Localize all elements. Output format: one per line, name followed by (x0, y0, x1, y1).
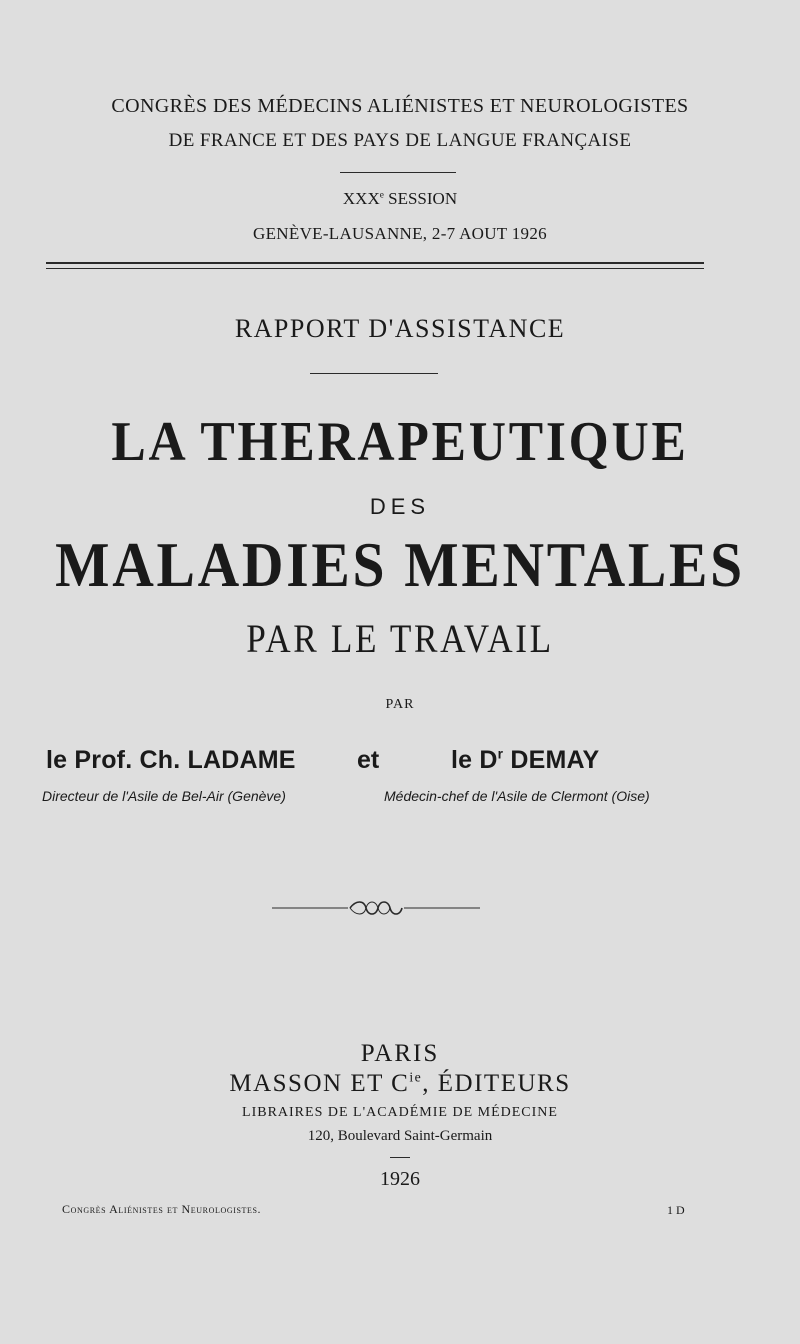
ornament-divider (270, 898, 482, 918)
signature-right: 1 D (667, 1203, 685, 1217)
signature-left: Congrès Aliénistes et Neurologistes. (62, 1202, 262, 1216)
publisher-name (0, 1070, 800, 1098)
title-line-2: DES (369, 494, 431, 519)
double-rule-lower (46, 268, 704, 269)
session-roman: XXX (342, 189, 380, 208)
publisher-name-a: MASSON ET C (229, 1070, 410, 1097)
author-2-sup: r (497, 746, 504, 762)
author-2-prefix: le D (451, 746, 498, 774)
title-line-1: LA THERAPEUTIQUE (111, 411, 689, 473)
congress-line-2: DE FRANCE ET DES PAYS DE LANGUE FRANÇAISE (168, 130, 632, 151)
session-label: SESSION (383, 189, 458, 208)
short-divider-middle (310, 373, 438, 374)
publication-year: 1926 (380, 1168, 420, 1190)
author-1-role: Directeur de l'Asile de Bel-Air (Genève) (42, 788, 286, 804)
author-2-name (451, 746, 599, 775)
session-number (0, 189, 800, 209)
congress-line-1: CONGRÈS DES MÉDECINS ALIÉNISTES ET NEUROLOGISTES (111, 95, 689, 117)
session-place-date: GENÈVE-LAUSANNE, 2-7 AOUT 1926 (253, 224, 547, 243)
author-2-role: Médecin-chef de l'Asile de Clermont (Oise) (384, 788, 650, 804)
publisher-address: 120, Boulevard Saint-Germain (307, 1128, 493, 1144)
publisher-city: PARIS (360, 1040, 440, 1067)
report-type: RAPPORT D'ASSISTANCE (234, 314, 566, 343)
short-divider-top (340, 172, 456, 173)
author-1-name: le Prof. Ch. LADAME (46, 746, 296, 774)
author-2-surname: DEMAY (503, 746, 600, 774)
author-conjunction: et (357, 746, 380, 774)
double-rule-upper (46, 262, 704, 264)
publisher-libraires: LIBRAIRES DE L'ACADÉMIE DE MÉDECINE (242, 1105, 558, 1120)
publisher-name-b: , ÉDITEURS (422, 1070, 571, 1097)
year-dash (390, 1157, 410, 1158)
title-line-4: PAR LE TRAVAIL (246, 616, 554, 661)
title-line-3: MALADIES MENTALES (55, 529, 745, 600)
publisher-name-sup: ie (409, 1069, 423, 1085)
session-sup: e (379, 190, 384, 201)
by-label: PAR (385, 697, 415, 712)
